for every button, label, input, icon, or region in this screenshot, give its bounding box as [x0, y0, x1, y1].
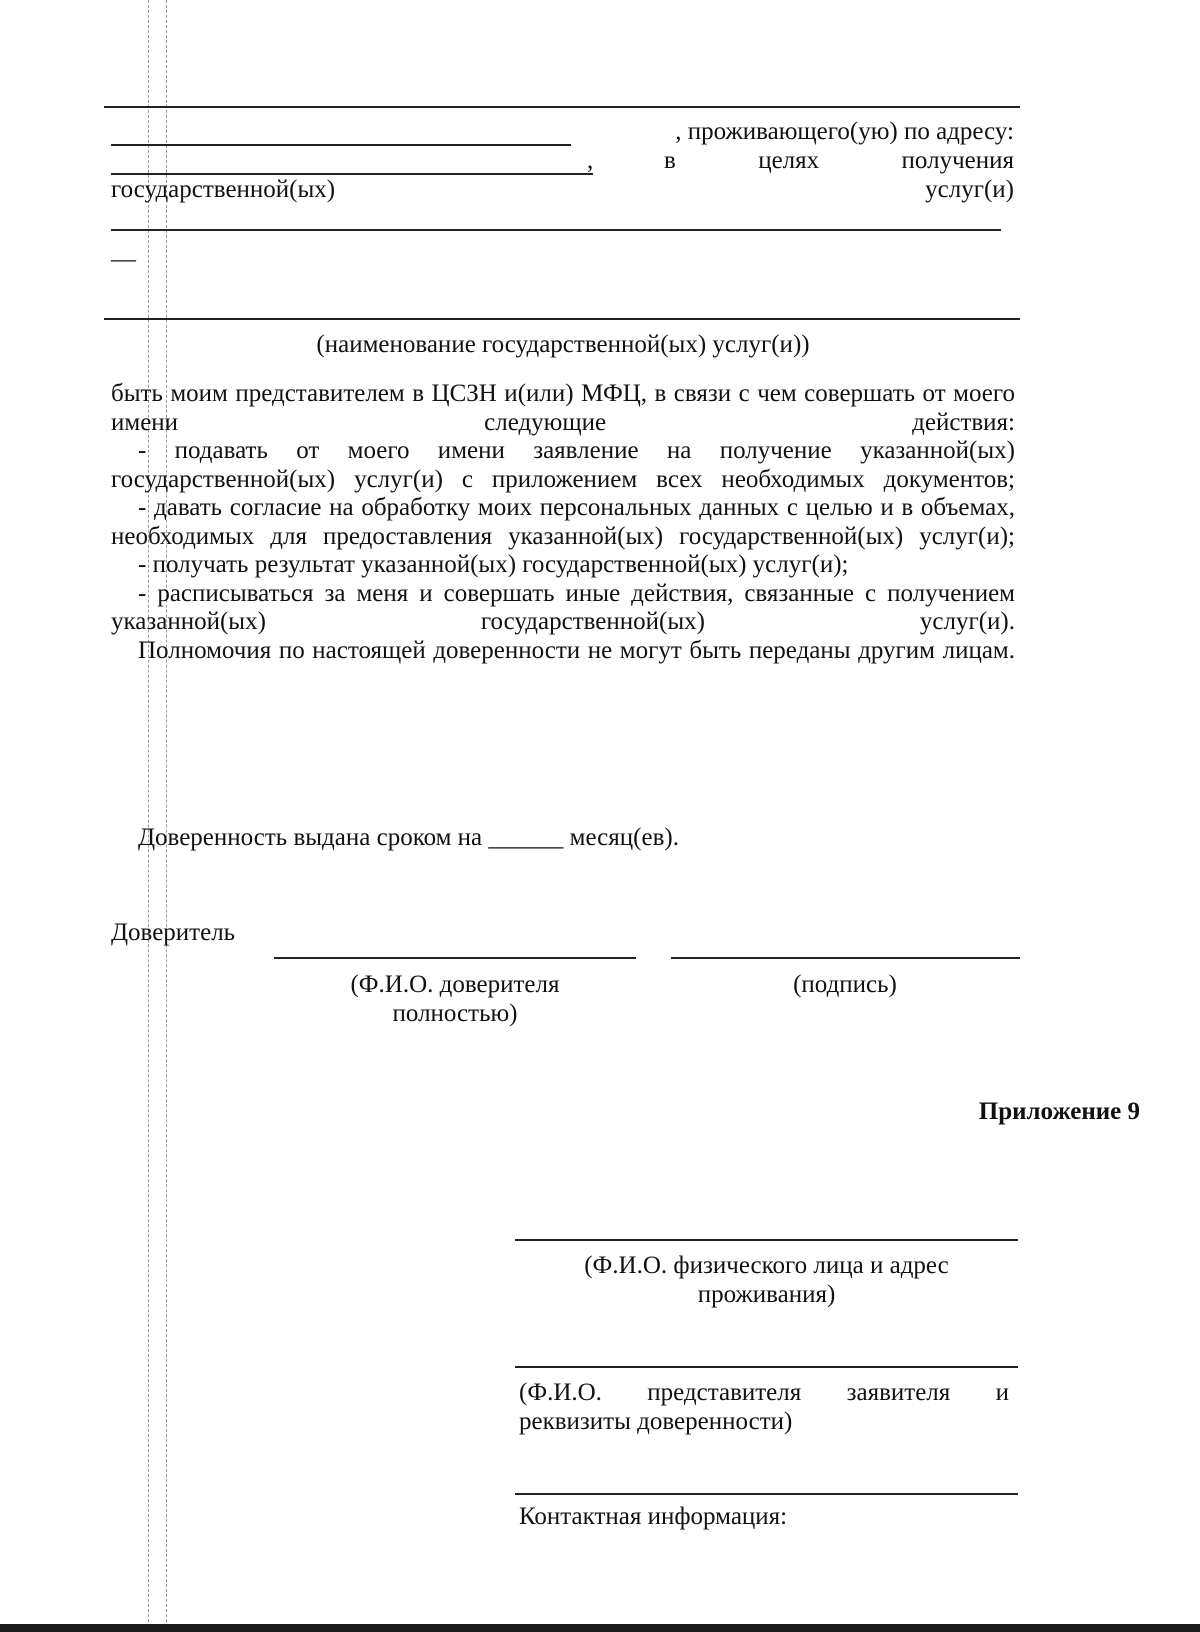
scan-artifact-line [148, 0, 149, 1632]
authority-text [111, 380, 1015, 665]
services-text: государственной(ых) услуг(и) [111, 176, 1014, 203]
person-caption: (Ф.И.О. физического лица и адрес проживания) [584, 1252, 949, 1308]
top-rule [104, 106, 1020, 108]
person-fio-line [515, 1239, 1018, 1241]
paragraph-receive-result: - получать результат указанной(ых) государственной(ых) услуг(и); [138, 551, 849, 578]
purpose-text: в целях получения [664, 147, 1014, 174]
services-blank-line [111, 229, 1001, 231]
services-name-rule [104, 318, 1020, 320]
principal-signature-line [671, 957, 1020, 959]
residence-text: , проживающего(ую) по адресу: [675, 118, 1014, 145]
signature-caption: (подпись) [793, 971, 897, 998]
scan-artifact-line [166, 0, 167, 1632]
term-line: Доверенность выдана сроком на ______ месяц(ев). [138, 824, 679, 851]
appendix-title: Приложение 9 [978, 1098, 1140, 1125]
principal-label: Доверитель [111, 919, 236, 946]
address-comma: , [587, 147, 594, 174]
paragraph-powers: Полномочия по настоящей доверенности не могут быть переданы другим лицам. [138, 636, 1015, 664]
term-blank: ______ [488, 824, 564, 851]
contact-line [515, 1493, 1018, 1495]
principal-fio-line [274, 957, 636, 959]
representative-caption-1: (Ф.И.О. представителя заявителя и [519, 1379, 1009, 1406]
services-caption: (наименование государственной(ых) услуг(и)) [316, 331, 810, 358]
representative-line [515, 1366, 1018, 1368]
paragraph-consent-data: - давать согласие на обработку моих персональных данных с целью и в объемах, необходимых для предоставления указанной(ых) государственной(ых) услуг(и); [111, 494, 1015, 550]
name-blank-line [111, 144, 571, 146]
paragraph-submit-application: - подавать от моего имени заявление на получение указанной(ых) государственной(ых) услуг(и) с приложением всех необходимых документов; [111, 437, 1015, 493]
continuation-dash: — [111, 246, 136, 273]
scan-bottom-edge [0, 1624, 1200, 1632]
contact-label: Контактная информация: [519, 1503, 788, 1530]
paragraph-representative: быть моим представителем в ЦСЗН и(или) МФЦ, в связи с чем совершать от моего имени следующие действия: [111, 380, 1015, 436]
paragraph-sign: - расписываться за меня и совершать иные действия, связанные с получением указанной(ых) государственной(ых) услуг(и). [111, 579, 1015, 635]
representative-caption-2: реквизиты доверенности) [519, 1408, 793, 1435]
fio-principal-caption: (Ф.И.О. доверителя полностью) [350, 971, 560, 1027]
